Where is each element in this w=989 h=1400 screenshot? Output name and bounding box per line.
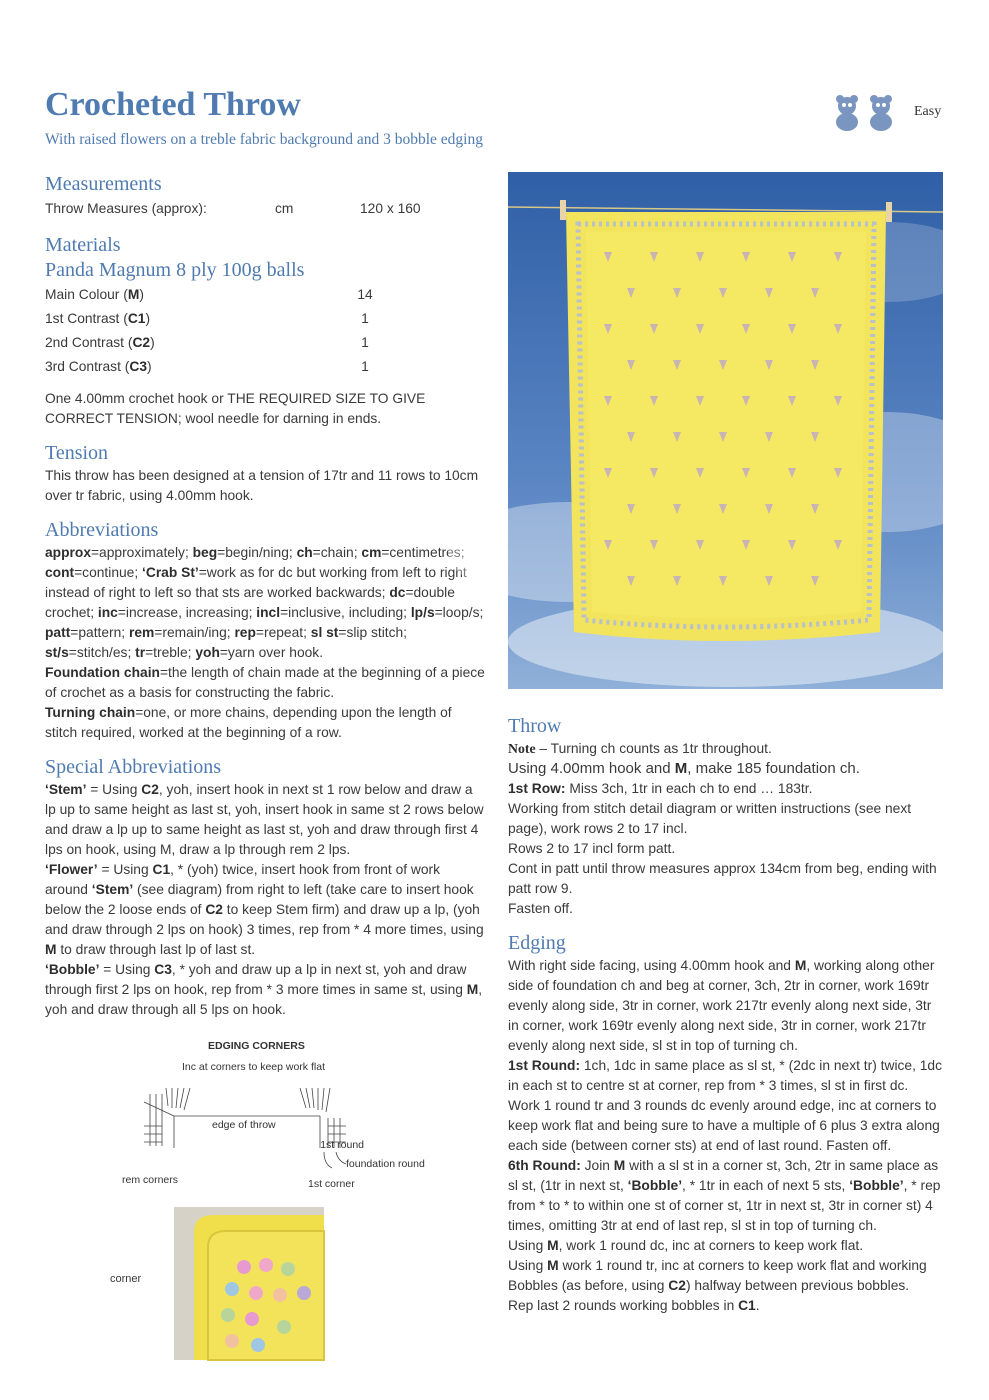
page-subtitle: With raised flowers on a treble fabric background and 3 bobble edging bbox=[45, 131, 483, 148]
edging-p3: Using M, work 1 round dc, inc at corners to keep work flat. bbox=[508, 1238, 864, 1253]
tension-heading: Tension bbox=[45, 442, 109, 464]
measurements-label: Throw Measures (approx): bbox=[45, 201, 207, 216]
materials-heading: Materials bbox=[45, 234, 121, 256]
materials-row: Main Colour (M) 14 bbox=[45, 287, 373, 302]
throw-p1: Working from stitch detail diagram or written instructions (see next page), work rows 2 to 17 incl. bbox=[508, 801, 912, 836]
materials-yarn: Panda Magnum 8 ply 100g balls bbox=[45, 259, 305, 281]
throw-p2: Rows 2 to 17 incl form patt. bbox=[508, 841, 676, 856]
measurements-unit: cm bbox=[275, 201, 294, 216]
turning-chain-def: Turning chain=one, or more chains, depending upon the length of stitch required, worked at the beginning of a row. bbox=[45, 705, 452, 740]
edging-round6: 6th Round: Join M with a sl st in a corner st, 3ch, 2tr in same place as sl st, (1tr in next st, ‘Bobble’, * 1tr in each of next 5 sts, ‘Bobble’, * rep from * to * to within one st of corner st, 1tr in next st, 3tr in corner st) 4 times, omitting 3tr at end of last rep, sl st in top of turning ch. bbox=[508, 1158, 941, 1233]
edging-p1: With right side facing, using 4.00mm hook and M, working along other side of foundation ch and beg at corner, 3ch, 2tr in corner, work 169tr evenly along side, 3tr in corner, work 217tr evenly along next side, 3tr in corner, work 169tr evenly along next side, 3tr in corner, work 217tr evenly along next side, sl st in top of turning ch. bbox=[508, 958, 935, 1053]
diagram-rem-corners: rem corners bbox=[122, 1174, 179, 1186]
measurements-row bbox=[45, 197, 485, 221]
difficulty-rating bbox=[830, 92, 941, 132]
foundation-chain-def: Foundation chain=the length of chain made at the beginning of a piece of crochet as a basis for constructing the fabric. bbox=[45, 665, 485, 700]
diagram-first-corner: 1st corner bbox=[308, 1178, 355, 1190]
measurements-heading: Measurements bbox=[45, 173, 162, 195]
abbreviations-text: approx=approximately; beg=begin/ning; ch=chain; cm=centimetres; cont=continue; ‘Crab St’=work as for dc but working from left to right instead of right to left so that sts are worked backwards; dc=double crochet; inc=increase, increasing; incl=inclusive, including; lp/s=loop/s; patt=pattern; rem=remain/ing; rep=repeat; sl st=slip stitch; st/s=stitch/es; tr=treble; yoh=yarn over hook. bbox=[45, 545, 484, 660]
diagram-title: EDGING CORNERS bbox=[208, 1040, 305, 1052]
throw-row1: 1st Row: Miss 3ch, 1tr in each ch to end … 183tr. bbox=[508, 781, 813, 796]
edging-corners-diagram bbox=[110, 1036, 425, 1196]
measurements-value: 120 x 160 bbox=[360, 201, 421, 216]
difficulty-label: Easy bbox=[914, 104, 942, 119]
diagram-first-round: 1st round bbox=[320, 1139, 364, 1151]
bobble-def: ‘Bobble’ = Using C3, * yoh and draw up a lp in next st, yoh and draw through first 2 lps on hook, rep from * 3 more times in same st, using M, yoh and draw through all 5 lps on hook. bbox=[45, 962, 483, 1017]
edging-p2: Work 1 round tr and 3 rounds dc evenly around edge, inc at corners to keep work flat and being sure to have a multiple of 6 plus 3 extra along each side (between corner sts) at end of last round. Fasten off. bbox=[508, 1098, 940, 1153]
right-column bbox=[508, 714, 944, 1316]
throw-photo bbox=[508, 172, 943, 689]
materials-row: 1st Contrast (C1) 1 bbox=[45, 311, 369, 326]
materials-note: One 4.00mm crochet hook or THE REQUIRED SIZE TO GIVE CORRECT TENSION; wool needle for darning in ends. bbox=[45, 391, 426, 426]
materials-list bbox=[45, 283, 485, 379]
throw-note: Note – Turning ch counts as 1tr throughout. bbox=[508, 741, 772, 756]
abbreviations-heading: Abbreviations bbox=[45, 519, 159, 541]
panda-icon bbox=[830, 92, 900, 132]
materials-row: 2nd Contrast (C2) 1 bbox=[45, 335, 369, 350]
throw-p4: Fasten off. bbox=[508, 901, 573, 916]
edging-round1: 1st Round: 1ch, 1dc in same place as sl st, * (2dc in next tr) twice, 1dc in each st to centre st at corner, rep from * 3 times, sl st in first dc. bbox=[508, 1058, 942, 1093]
materials-row: 3rd Contrast (C3) 1 bbox=[45, 359, 369, 374]
stem-def: ‘Stem’ = Using C2, yoh, insert hook in next st 1 row below and draw a lp up to same height as last st, yoh, insert hook in same st 2 rows below and draw a lp up to same height as last st, yoh and draw through first 4 lps on hook, using M, draw a lp through rem 2 lps. bbox=[45, 782, 484, 857]
edging-p5: Rep last 2 rounds working bobbles in C1. bbox=[508, 1298, 760, 1313]
throw-p3: Cont in patt until throw measures approx 134cm from beg, ending with patt row 9. bbox=[508, 861, 937, 896]
edging-heading: Edging bbox=[508, 932, 566, 954]
flower-def: ‘Flower’ = Using C1, * (yoh) twice, insert hook from front of work around ‘Stem’ (see diagram) from right to left (take care to insert hook below the 2 loose ends of C2 to keep Stem firm) and draw up a lp, (yoh and draw through 2 lps on hook) 3 times, rep from * 4 more times, using M to draw through last lp of last st. bbox=[45, 862, 484, 957]
special-abbreviations-heading: Special Abbreviations bbox=[45, 756, 222, 778]
corner-label: corner bbox=[110, 1273, 142, 1285]
diagram-subtitle: Inc at corners to keep work flat bbox=[182, 1061, 325, 1073]
corner-photo bbox=[174, 1207, 324, 1360]
throw-foundation: Using 4.00mm hook and M, make 185 foundation ch. bbox=[508, 760, 860, 777]
diagram-foundation-round: foundation round bbox=[346, 1158, 425, 1170]
diagram-edge-label: edge of throw bbox=[212, 1119, 276, 1131]
page-title: Crocheted Throw bbox=[45, 86, 301, 123]
tension-text: This throw has been designed at a tension of 17tr and 11 rows to 10cm over tr fabric, using 4.00mm hook. bbox=[45, 468, 479, 503]
edging-p4: Using M work 1 round tr, inc at corners to keep work flat and working Bobbles (as before, using C2) halfway between previous bobbles. bbox=[508, 1258, 927, 1293]
throw-heading: Throw bbox=[508, 715, 562, 737]
left-column bbox=[45, 172, 485, 1020]
